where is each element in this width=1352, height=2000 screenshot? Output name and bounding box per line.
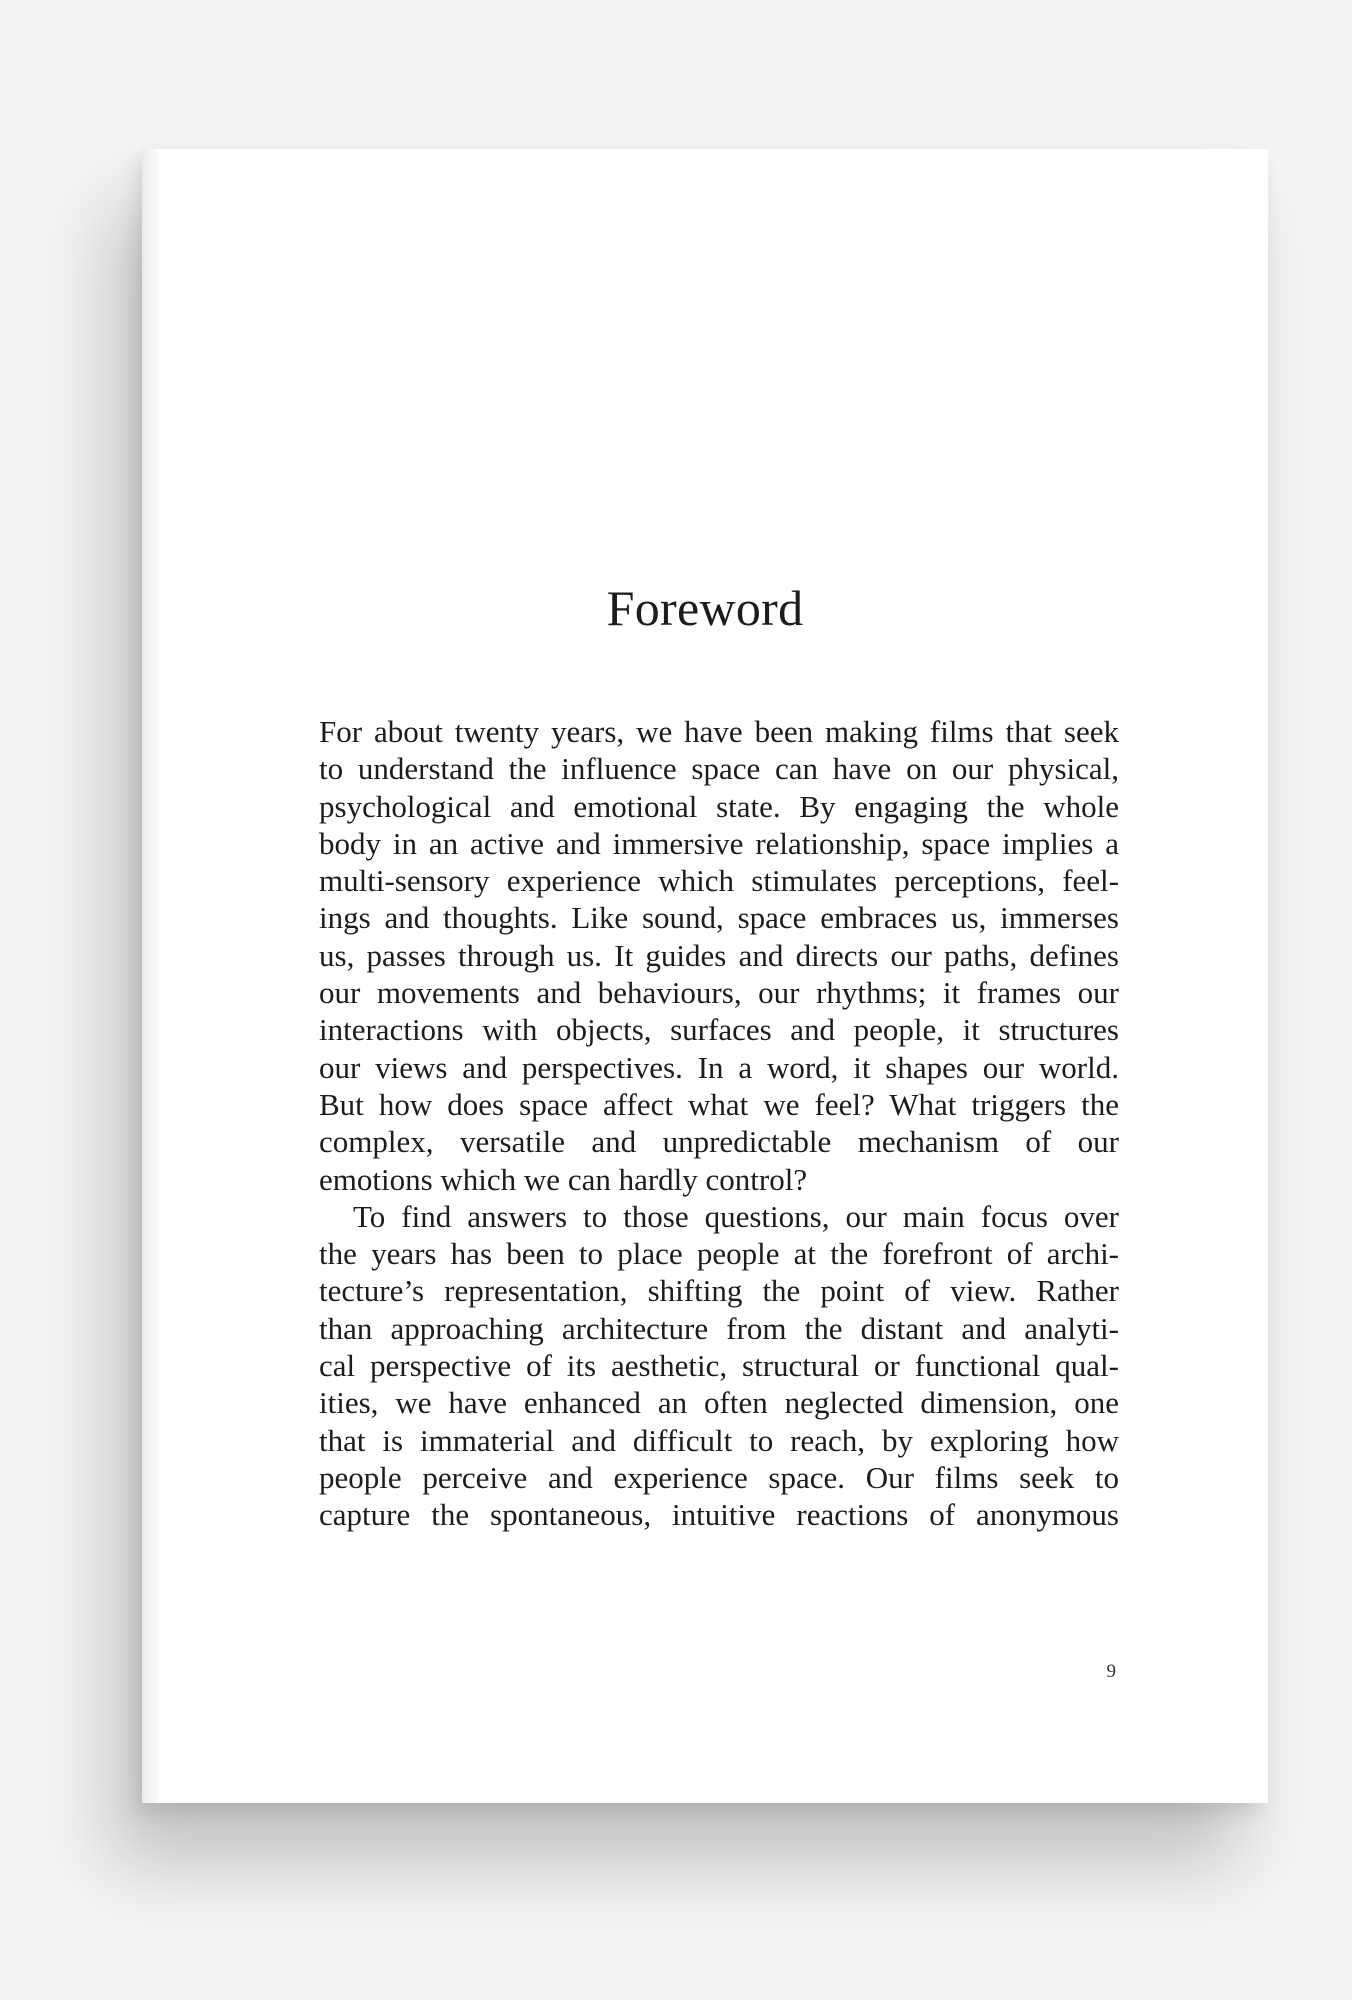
text-line: people perceive and experience space. Our films seek to (319, 1459, 1119, 1495)
text-line: psychological and emotional state. By engaging the whole (319, 788, 1119, 824)
text-line: For about twenty years, we have been making films that seek (319, 714, 1119, 749)
text-line: emotions which we can hardly control? (319, 1161, 808, 1197)
text-line: interactions with objects, surfaces and people, it structures (319, 1012, 1119, 1048)
text-line: our views and perspectives. In a word, it shapes our world. (319, 1049, 1119, 1085)
text-line: capture the spontaneous, intuitive reactions of anonymous (319, 1497, 1119, 1533)
book-spine-edge (142, 149, 158, 1803)
text-line: ings and thoughts. Like sound, space embraces us, immerses (319, 900, 1119, 936)
text-line: To find answers to those questions, our main focus over (353, 1198, 1119, 1234)
text-line: our movements and behaviours, our rhythms; it frames our (319, 975, 1119, 1011)
text-line: the years has been to place people at the forefront of archi- (319, 1236, 1119, 1272)
text-line: But how does space affect what we feel? What triggers the (319, 1086, 1119, 1122)
book-page (142, 149, 1268, 1803)
text-line: us, passes through us. It guides and directs our paths, defines (319, 937, 1119, 973)
text-line: to understand the influence space can have on our physical, (319, 751, 1119, 787)
text-line: ities, we have enhanced an often neglected dimension, one (319, 1385, 1119, 1421)
page-title: Foreword (606, 580, 804, 636)
text-line: tecture’s representation, shifting the point of view. Rather (319, 1273, 1119, 1309)
page-number: 9 (1106, 1661, 1116, 1682)
text-line: multi-sensory experience which stimulates perceptions, feel- (319, 863, 1119, 899)
text-line: cal perspective of its aesthetic, structural or functional qual- (319, 1348, 1119, 1384)
text-line: complex, versatile and unpredictable mechanism of our (319, 1124, 1119, 1160)
text-line: that is immaterial and difficult to reach, by exploring how (319, 1422, 1119, 1458)
text-line: than approaching architecture from the distant and analyti- (319, 1310, 1119, 1346)
body-text (319, 713, 1119, 1534)
text-line: body in an active and immersive relationship, space implies a (319, 825, 1119, 861)
